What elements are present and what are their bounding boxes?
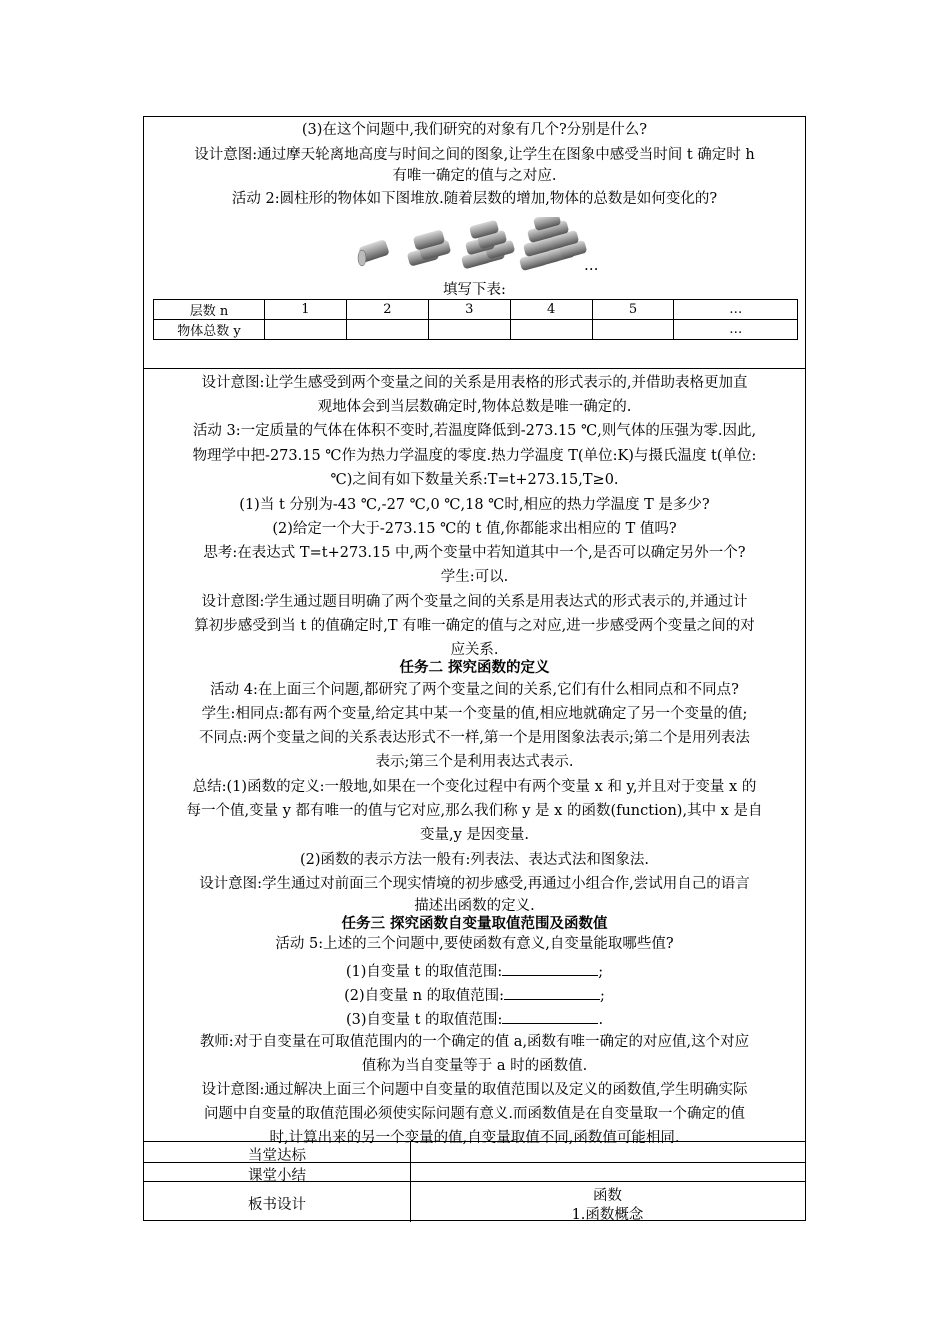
think-question: 思考:在表达式 T=t+273.15 中,两个变量中若知道其中一个,是否可以确定另外一个? [203,545,746,561]
row-label-board-design: 板书设计 [248,1197,306,1213]
design-intent-2-line1: 设计意图:让学生感受到两个变量之间的关系是用表格的形式表示的,并借助表格更加直 [201,375,748,391]
activity-3-line3: ℃)之间有如下数量关系:T=t+273.15,T≥0. [330,472,619,488]
task-2-heading: 任务二 探究函数的定义 [399,659,550,676]
range-question-3 [144,1009,805,1029]
range-question-2 [144,985,805,1005]
design-intent-3-line2: 算初步感受到当 t 的值确定时,T 有唯一确定的值与之对应,进一步感受两个变量之间的对 [194,618,755,634]
board-title: 函数 [593,1188,622,1204]
design-intent-4-line2: 描述出函数的定义. [414,898,535,914]
table-cell[interactable] [592,320,674,340]
cylinder-stack-3 [461,220,515,270]
cylinder-stack-1 [358,239,390,266]
design-intent-4-line1: 设计意图:学生通过对前面三个现实情境的初步感受,再通过小组合作,尝试用自己的语言 [199,876,750,892]
range-question-2-punct: ; [600,988,605,1004]
design-intent-2-line2: 观地体会到当层数确定时,物体总数是唯一确定的. [317,399,632,415]
summary-line2: 每一个值,变量 y 都有唯一的值与它对应,那么我们称 y 是 x 的函数(function),其中 x 是自 [186,803,763,819]
section-divider [144,368,805,369]
answer-blank-2[interactable] [504,985,600,1000]
table-cell: 物体总数 y [154,320,265,340]
board-item: 1.函数概念 [571,1207,644,1223]
range-question-3-text: (3)自变量 t 的取值范围: [345,1012,503,1028]
fill-table-title: 填写下表: [443,282,506,298]
range-question-2-text: (2)自变量 n 的取值范围: [344,988,505,1004]
student-answer-1: 学生:可以. [440,569,509,585]
table-cell: 层数 n [154,300,265,320]
design-intent-5-line2: 问题中自变量的取值范围必须使实际问题有意义.而函数值是在自变量取一个确定的值 [203,1106,746,1122]
table-cell: 2 [346,300,428,320]
student-answer-2-line1: 学生:相同点:都有两个变量,给定其中某一个变量的值,相应地就确定了另一个变量的值; [201,706,748,722]
design-intent-5-line1: 设计意图:通过解决上面三个问题中自变量的取值范围以及定义的函数值,学生明确实际 [201,1082,748,1098]
summary-line3: 变量,y 是因变量. [419,827,530,843]
table-cell[interactable] [428,320,510,340]
lesson-plan-table [143,116,806,1221]
design-intent-3-line3: 应关系. [450,642,499,658]
cylinder-stacks-illustration [354,217,594,275]
activity-3-line1: 活动 3:一定质量的气体在体积不变时,若温度降低到-273.15 ℃,则气体的压强为零.因此, [192,423,757,439]
activity-3-line2: 物理学中把-273.15 ℃作为热力学温度的零度.热力学温度 T(单位:K)与摄氏温度 t(单位: [192,448,757,464]
design-intent-3-line1: 设计意图:学生通过题目明确了两个变量之间的关系是用表达式的形式表示的,并通过计 [201,594,748,610]
answer-blank-1[interactable] [502,961,598,976]
summary-line1: 总结:(1)函数的定义:一般地,如果在一个变化过程中有两个变量 x 和 y,并且对于变量 x 的 [192,779,757,795]
design-intent-1-line2: 有唯一确定的值与之对应. [392,168,557,184]
activity-5: 活动 5:上述的三个问题中,要使函数有意义,自变量能取哪些值? [275,936,674,952]
table-cell: 4 [510,300,592,320]
range-question-3-punct: . [598,1012,604,1028]
cylinder-stack-2 [407,229,452,266]
table-row [154,300,798,320]
task-3-heading: 任务三 探究函数自变量取值范围及函数值 [341,915,608,932]
activity-3-question-1: (1)当 t 分别为-43 ℃,-27 ℃,0 ℃,18 ℃时,相应的热力学温度 T 是多少? [239,497,710,513]
layer-count-table [153,299,798,340]
activity-3-question-2: (2)给定一个大于-273.15 ℃的 t 值,你都能求出相应的 T 值吗? [272,521,677,537]
teacher-note-line1: 教师:对于自变量在可取值范围内的一个确定的值 a,函数有唯一确定的对应值,这个对应 [199,1034,750,1050]
table-cell: 3 [428,300,510,320]
table-cell[interactable] [510,320,592,340]
table-cell: … [674,320,798,340]
student-answer-2-line2: 不同点:两个变量之间的关系表达形式不一样,第一个是用图象法表示;第二个是用列表法 [199,730,750,746]
range-question-1-text: (1)自变量 t 的取值范围: [345,964,503,980]
design-intent-5-line3: 时,计算出来的另一个变量的值,自变量取值不同,函数值可能相同. [269,1130,680,1146]
range-question-1 [144,961,805,981]
activity-2: 活动 2:圆柱形的物体如下图堆放.随着层数的增加,物体的总数是如何变化的? [231,191,718,207]
row-divider [144,1141,805,1142]
answer-blank-3[interactable] [502,1009,598,1024]
table-cell[interactable] [265,320,347,340]
summary-line4: (2)函数的表示方法一般有:列表法、表达式法和图象法. [299,852,650,868]
teacher-note-line2: 值称为当自变量等于 a 时的函数值. [361,1058,588,1074]
table-row [154,320,798,340]
row-label-practice: 当堂达标 [248,1148,306,1164]
table-cell: … [674,300,798,320]
question-3: (3)在这个问题中,我们研究的对象有几个?分别是什么? [301,122,648,138]
range-question-1-punct: ; [598,964,604,980]
illustration-ellipsis: … [584,258,599,274]
table-cell: 1 [265,300,347,320]
student-answer-2-line3: 表示;第三个是利用表达式表示. [375,754,574,770]
table-cell: 5 [592,300,674,320]
design-intent-1-line1: 设计意图:通过摩天轮离地高度与时间之间的图象,让学生在图象中感受当时间 t 确定时 h [194,147,755,163]
row-label-summary: 课堂小结 [248,1168,306,1184]
cylinder-stack-4 [519,217,587,271]
activity-4: 活动 4:在上面三个问题,都研究了两个变量之间的关系,它们有什么相同点和不同点? [210,682,739,698]
table-cell[interactable] [346,320,428,340]
